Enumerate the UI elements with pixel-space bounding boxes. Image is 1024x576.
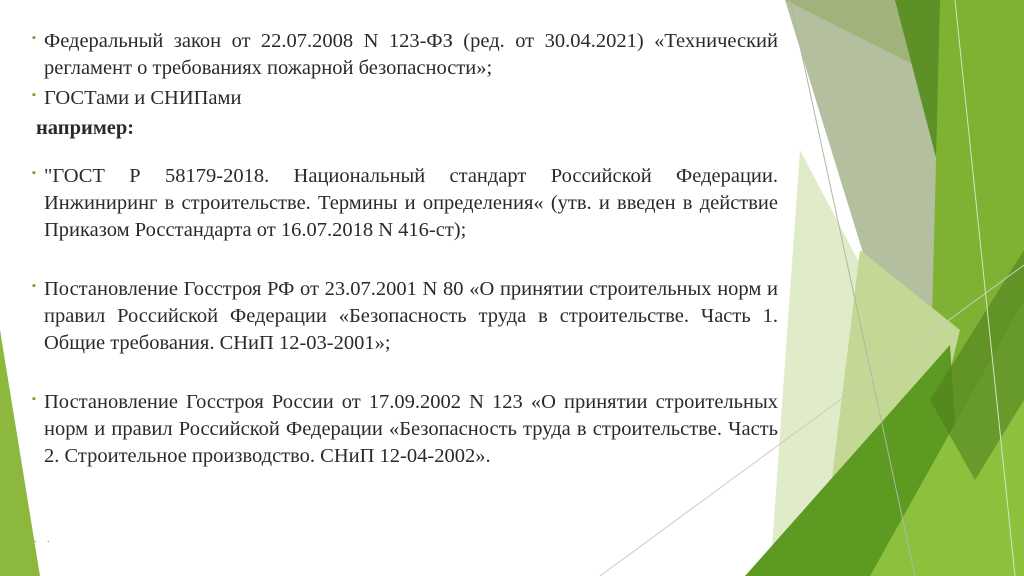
list-item — [32, 276, 778, 357]
section-heading: например: — [36, 117, 135, 139]
list-item-text: "ГОСТ Р 58179-2018. Национальный стандарт Российской Федерации. Инжиниринг в строительстве. Термины и определения« (утв. и введен в действие Приказом Росстандарта от 16.07.2018 N 416-ст); — [44, 164, 778, 241]
slide-content — [32, 28, 778, 470]
list-item-text: Постановление Госстроя России от 17.09.2002 N 123 «О принятии строительных норм и правил Российской Федерации «Безопасность труда в строительстве. Часть 2. Строительное производство. СНиП 12-04-2002». — [44, 390, 778, 467]
list-item — [32, 85, 778, 112]
bullet-icon: ▪ — [32, 89, 36, 101]
bullet-icon: ▪ — [32, 32, 36, 44]
list-item-text: ГОСТами и СНИПами — [44, 87, 242, 109]
list-item-text: Федеральный закон от 22.07.2008 N 123-ФЗ (ред. от 30.04.2021) «Технический регламент о требованиях пожарной безопасности»; — [44, 30, 778, 79]
list-item-text: Постановление Госстроя РФ от 23.07.2001 N 80 «О принятии строительных норм и правил Российской Федерации «Безопасность труда в строительстве. Часть 1. Общие требования. СНиП 12-03-2001»; — [44, 277, 778, 354]
list-item — [32, 28, 778, 82]
footer-marks: . . — [34, 534, 54, 545]
bullet-icon: ▪ — [32, 279, 36, 292]
bullet-icon: ▪ — [32, 166, 36, 179]
list-item — [32, 163, 778, 244]
list-item — [32, 389, 778, 470]
bullet-icon: ▪ — [32, 392, 36, 405]
